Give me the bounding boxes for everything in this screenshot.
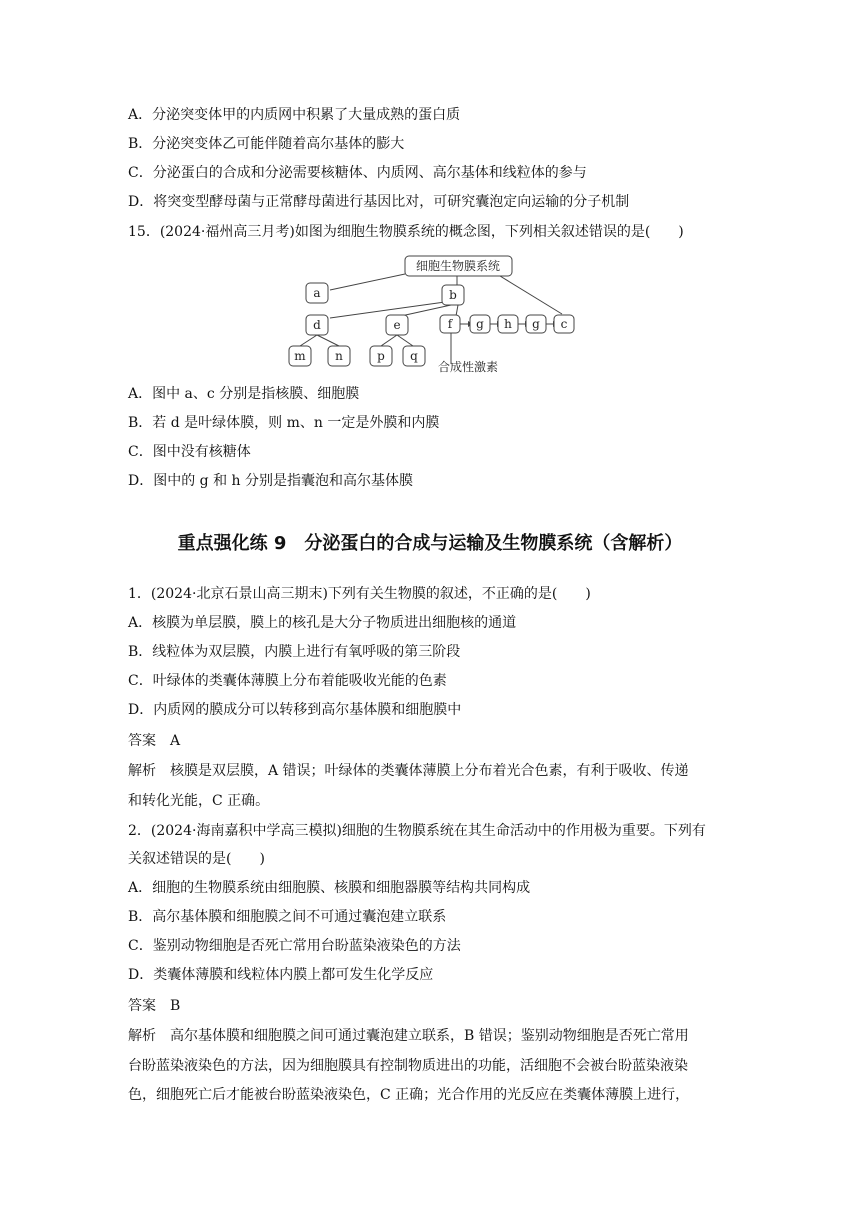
section-title: 重点强化练 9 分泌蛋白的合成与运输及生物膜系统（含解析） [177, 533, 683, 554]
q2-stem-line1: 2．(2024·海南嘉积中学高三模拟)细胞的生物膜系统在其生命活动中的作用极为重要。下列有 [128, 823, 706, 839]
q2-option-a: A．细胞的生物膜系统由细胞膜、核膜和细胞器膜等结构共同构成 [128, 880, 531, 896]
option-b: B．分泌突变体乙可能伴随着高尔基体的膨大 [128, 136, 405, 152]
q15-option-a: A．图中 a、c 分别是指核膜、细胞膜 [128, 386, 360, 402]
q15-stem: 15．(2024·福州高三月考)如图为细胞生物膜系统的概念图，下列相关叙述错误的是( ) [128, 224, 684, 240]
q1-option-c: C．叶绿体的类囊体薄膜上分布着能吸收光能的色素 [128, 673, 447, 689]
root-label: 细胞生物膜系统 [415, 259, 501, 273]
node-b: b [449, 288, 457, 302]
node-c: c [560, 317, 568, 331]
q2-answer: 答案 B [128, 998, 181, 1014]
q1-analysis-line2: 和转化光能，C 正确。 [128, 793, 270, 809]
q15-option-c: C．图中没有核糖体 [128, 444, 251, 460]
node-e: e [393, 318, 401, 332]
node-n: n [335, 349, 343, 363]
q15-option-d: D．图中的 g 和 h 分别是指囊泡和高尔基体膜 [128, 473, 414, 489]
q2-analysis-line1: 解析 高尔基体膜和细胞膜之间可通过囊泡建立联系，B 错误；鉴别动物细胞是否死亡常用 [128, 1028, 689, 1044]
q1-analysis-line1: 解析 核膜是双层膜，A 错误；叶绿体的类囊体薄膜上分布着光合色素，有利于吸收、传递 [128, 763, 689, 779]
q2-analysis-line2: 台盼蓝染液染色的方法，因为细胞膜具有控制物质进出的功能，活细胞不会被台盼蓝染液染 [128, 1058, 688, 1074]
node-g1: g [476, 317, 484, 331]
q1-stem: 1．(2024·北京石景山高三期末)下列有关生物膜的叙述，不正确的是( ) [128, 586, 591, 602]
q2-option-d: D．类囊体薄膜和线粒体内膜上都可发生化学反应 [128, 967, 434, 983]
q1-answer: 答案 A [128, 733, 181, 749]
node-m: m [294, 349, 306, 363]
q1-option-d: D．内质网的膜成分可以转移到高尔基体膜和细胞膜中 [128, 702, 462, 718]
q1-option-a: A．核膜为单层膜，膜上的核孔是大分子物质进出细胞核的通道 [128, 615, 517, 631]
node-g2: g [532, 317, 540, 331]
node-d: d [313, 318, 321, 332]
node-f: f [447, 317, 453, 331]
q2-option-b: B．高尔基体膜和细胞膜之间不可通过囊泡建立联系 [128, 909, 447, 925]
node-q: q [410, 349, 418, 363]
q1-option-b: B．线粒体为双层膜，内膜上进行有氧呼吸的第三阶段 [128, 644, 461, 660]
node-h: h [504, 317, 512, 331]
option-c: C．分泌蛋白的合成和分泌需要核糖体、内质网、高尔基体和线粒体的参与 [128, 165, 587, 181]
q2-analysis-line3: 色，细胞死亡后才能被台盼蓝染液染色，C 正确；光合作用的光反应在类囊体薄膜上进行， [128, 1087, 690, 1103]
q15-option-b: B．若 d 是叶绿体膜，则 m、n 一定是外膜和内膜 [128, 415, 440, 431]
option-a: A．分泌突变体甲的内质网中积累了大量成熟的蛋白质 [128, 107, 461, 123]
node-a: a [313, 286, 321, 300]
node-p: p [377, 349, 385, 363]
option-d: D．将突变型酵母菌与正常酵母菌进行基因比对，可研究囊泡定向运输的分子机制 [128, 194, 630, 210]
q2-option-c: C．鉴别动物细胞是否死亡常用台盼蓝染液染色的方法 [128, 938, 461, 954]
q2-stem-line2: 关叙述错误的是( ) [128, 851, 265, 867]
hormone-label: 合成性激素 [437, 360, 499, 374]
